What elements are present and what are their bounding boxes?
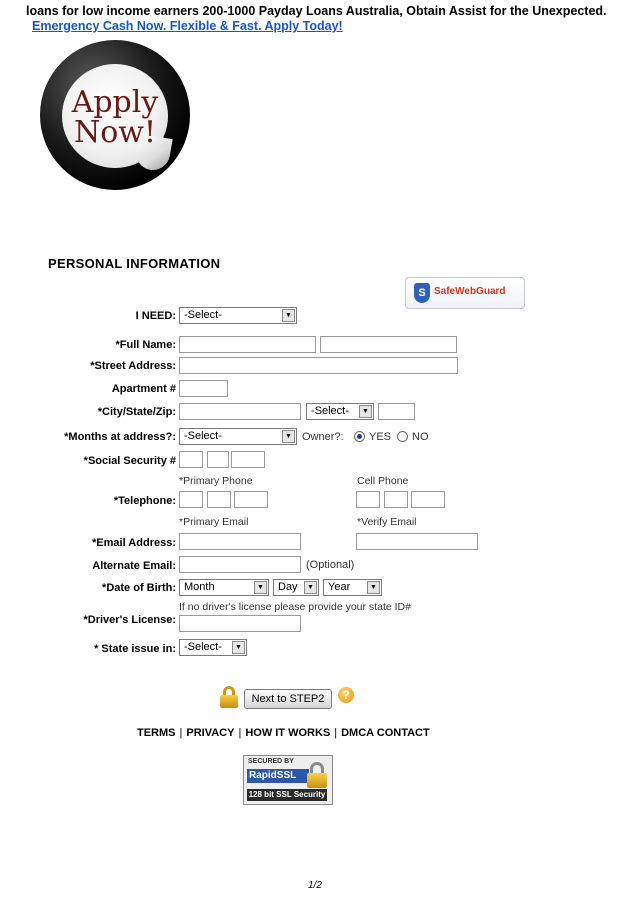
- label-license: *Driver's License:: [83, 614, 176, 626]
- state-issue-value: -Select-: [184, 641, 222, 653]
- footer-links: TERMS | PRIVACY | HOW IT WORKS | DMCA CONTACT: [137, 727, 430, 739]
- verify-email-caption: *Verify Email: [357, 516, 417, 528]
- section-title: PERSONAL INFORMATION: [48, 256, 221, 271]
- dob-year-value: Year: [328, 581, 351, 593]
- primary-phone-line-input[interactable]: [234, 491, 268, 508]
- label-street: *Street Address:: [90, 360, 176, 372]
- license-hint: If no driver's license please provide your state ID#: [179, 601, 411, 613]
- badge-line-1: Apply: [71, 85, 159, 120]
- state-select[interactable]: [306, 403, 374, 420]
- city-input[interactable]: [179, 403, 301, 420]
- chevron-down-icon: ▼: [282, 309, 295, 322]
- chevron-down-icon: ▼: [232, 641, 245, 654]
- chevron-down-icon: ▼: [304, 581, 317, 594]
- padlock-icon: [306, 762, 328, 788]
- dob-month-select[interactable]: [179, 579, 269, 596]
- label-full-name: *Full Name:: [115, 339, 176, 351]
- chevron-down-icon: ▼: [359, 405, 372, 418]
- street-address-input[interactable]: [179, 357, 458, 374]
- label-i-need: I NEED:: [135, 310, 176, 322]
- months-select[interactable]: [179, 428, 297, 445]
- cell-phone-caption: Cell Phone: [357, 475, 409, 487]
- footer-link-dmca[interactable]: DMCA CONTACT: [341, 727, 430, 739]
- cell-phone-area-input[interactable]: [356, 491, 380, 508]
- footer-link-terms[interactable]: TERMS: [137, 727, 176, 739]
- footer-link-how-it-works[interactable]: HOW IT WORKS: [245, 727, 331, 739]
- label-state-issue: * State issue in:: [94, 643, 176, 655]
- label-city-state-zip: *City/State/Zip:: [97, 406, 176, 418]
- last-name-input[interactable]: [320, 336, 457, 353]
- chevron-down-icon: ▼: [367, 581, 380, 594]
- safewebguard-seal[interactable]: [405, 277, 525, 309]
- label-apartment: Apartment #: [111, 383, 176, 395]
- primary-email-caption: *Primary Email: [179, 516, 249, 528]
- document-title: loans for low income earners 200-1000 Payday Loans Australia, Obtain Assist for the Unexpected.: [26, 4, 607, 18]
- alternate-email-input[interactable]: [179, 556, 301, 573]
- months-select-value: -Select-: [184, 430, 222, 442]
- drivers-license-input[interactable]: [179, 615, 301, 632]
- dob-year-select[interactable]: [323, 579, 382, 596]
- owner-yes-radio[interactable]: [354, 431, 365, 442]
- document-link[interactable]: Emergency Cash Now. Flexible & Fast. Apply Today!: [32, 19, 343, 33]
- label-ssn: *Social Security #: [83, 455, 176, 467]
- cell-phone-line-input[interactable]: [411, 491, 445, 508]
- chevron-down-icon: ▼: [282, 430, 295, 443]
- i-need-select-value: -Select-: [184, 309, 222, 321]
- verify-email-input[interactable]: [356, 533, 478, 550]
- badge-text: [62, 85, 168, 150]
- owner-no-radio[interactable]: [397, 431, 408, 442]
- primary-email-input[interactable]: [179, 533, 301, 550]
- footer-link-privacy[interactable]: PRIVACY: [186, 727, 235, 739]
- optional-note: (Optional): [306, 559, 355, 571]
- label-telephone: *Telephone:: [113, 495, 176, 507]
- state-select-value: -Select-: [311, 405, 349, 417]
- primary-phone-caption: *Primary Phone: [179, 475, 253, 487]
- owner-no-label: NO: [412, 431, 429, 443]
- ssn-part-1-input[interactable]: [179, 451, 203, 468]
- badge-line-2: Now!: [73, 115, 157, 150]
- ssl-secured-by: SECURED BY: [248, 758, 294, 765]
- page-number: 1/2: [308, 880, 322, 891]
- state-issue-select[interactable]: [179, 639, 247, 656]
- dob-day-value: Day: [278, 581, 298, 593]
- owner-yes-label: YES: [369, 431, 392, 443]
- help-icon[interactable]: ?: [338, 687, 354, 703]
- label-dob: *Date of Birth:: [102, 582, 176, 594]
- ssn-part-3-input[interactable]: [231, 451, 265, 468]
- primary-phone-area-input[interactable]: [179, 491, 203, 508]
- first-name-input[interactable]: [179, 336, 316, 353]
- rapidssl-badge[interactable]: [243, 755, 333, 805]
- next-step-button[interactable]: Next to STEP2: [244, 689, 332, 709]
- primary-phone-prefix-input[interactable]: [207, 491, 231, 508]
- i-need-select[interactable]: [179, 307, 297, 324]
- apartment-input[interactable]: [179, 380, 228, 397]
- seal-label: SafeWebGuard: [434, 286, 506, 297]
- cell-phone-prefix-input[interactable]: [384, 491, 408, 508]
- ssn-part-2-input[interactable]: [207, 451, 229, 468]
- lock-icon: [220, 686, 238, 708]
- chevron-down-icon: ▼: [254, 581, 267, 594]
- dob-day-select[interactable]: [273, 579, 319, 596]
- zip-input[interactable]: [378, 403, 415, 420]
- shield-icon: S: [414, 283, 430, 303]
- label-email: *Email Address:: [92, 537, 176, 549]
- ssl-brand: RapidSSL: [247, 769, 309, 783]
- label-alt-email: Alternate Email:: [92, 560, 176, 572]
- ssl-bits: 128 bit SSL Security: [248, 790, 326, 799]
- apply-now-badge[interactable]: [40, 40, 190, 190]
- label-months: *Months at address?:: [64, 431, 176, 443]
- owner-label: Owner?:: [302, 431, 344, 443]
- dob-month-value: Month: [184, 581, 215, 593]
